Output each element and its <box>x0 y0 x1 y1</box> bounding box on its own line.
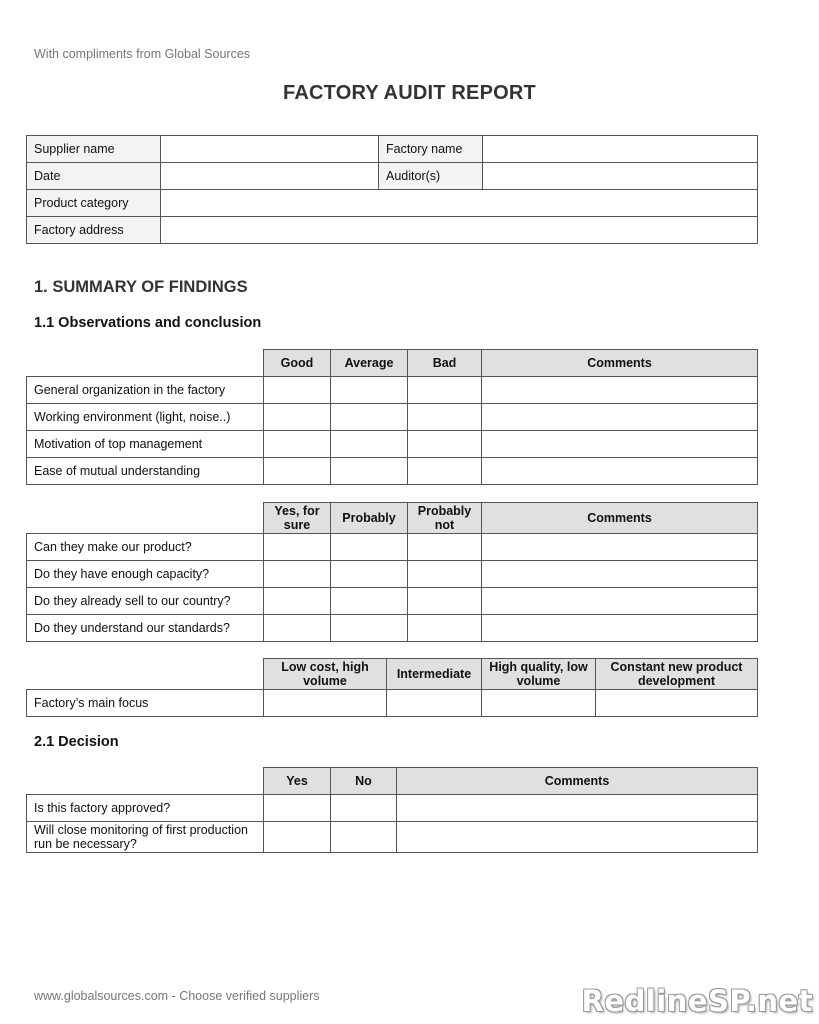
yes-cell[interactable] <box>264 534 331 561</box>
factory-name-field[interactable] <box>483 136 758 163</box>
table-row <box>27 690 758 717</box>
table-row <box>27 458 758 485</box>
col-yes: Yes <box>264 768 331 795</box>
probably-cell[interactable] <box>331 615 408 642</box>
probably-not-cell[interactable] <box>408 615 482 642</box>
low-cost-cell[interactable] <box>264 690 387 717</box>
capability-table <box>26 502 758 642</box>
row-label: Working environment (light, noise..) <box>27 404 264 431</box>
col-comments: Comments <box>397 768 758 795</box>
product-category-field[interactable] <box>161 190 758 217</box>
no-cell[interactable] <box>331 795 397 822</box>
table-row <box>27 615 758 642</box>
col-good: Good <box>264 350 331 377</box>
col-intermediate: Intermediate <box>387 659 482 690</box>
bad-cell[interactable] <box>408 404 482 431</box>
footer-text: www.globalsources.com - Choose verified suppliers <box>34 989 320 1003</box>
focus-table <box>26 658 758 717</box>
auditors-label: Auditor(s) <box>379 163 483 190</box>
decision-header-blank <box>27 768 264 795</box>
yes-cell[interactable] <box>264 615 331 642</box>
average-cell[interactable] <box>331 377 408 404</box>
col-comments: Comments <box>482 503 758 534</box>
row-label: Is this factory approved? <box>27 795 264 822</box>
comments-cell[interactable] <box>482 458 758 485</box>
good-cell[interactable] <box>264 431 331 458</box>
good-cell[interactable] <box>264 404 331 431</box>
comments-cell[interactable] <box>397 822 758 853</box>
table-row <box>27 822 758 853</box>
comments-cell[interactable] <box>482 534 758 561</box>
supplier-info-table <box>26 135 758 244</box>
row-label: Do they understand our standards? <box>27 615 264 642</box>
col-probably-not: Probably not <box>408 503 482 534</box>
supplier-name-label: Supplier name <box>27 136 161 163</box>
factory-name-label: Factory name <box>379 136 483 163</box>
probably-cell[interactable] <box>331 561 408 588</box>
average-cell[interactable] <box>331 431 408 458</box>
watermark-logo: RedlineSP.net <box>581 984 813 1018</box>
probably-cell[interactable] <box>331 534 408 561</box>
report-title: FACTORY AUDIT REPORT <box>283 82 536 104</box>
col-low-cost: Low cost, high volume <box>264 659 387 690</box>
yes-cell[interactable] <box>264 561 331 588</box>
comments-cell[interactable] <box>482 615 758 642</box>
no-cell[interactable] <box>331 822 397 853</box>
row-label: Will close monitoring of first production run be necessary? <box>27 822 264 853</box>
table-row <box>27 377 758 404</box>
new-product-cell[interactable] <box>596 690 758 717</box>
row-label: Factory’s main focus <box>27 690 264 717</box>
supplier-name-field[interactable] <box>161 136 379 163</box>
row-label: Can they make our product? <box>27 534 264 561</box>
row-label: Motivation of top management <box>27 431 264 458</box>
table-row <box>27 404 758 431</box>
bad-cell[interactable] <box>408 377 482 404</box>
table-row <box>27 431 758 458</box>
probably-not-cell[interactable] <box>408 588 482 615</box>
probably-cell[interactable] <box>331 588 408 615</box>
table-row <box>27 534 758 561</box>
yes-cell[interactable] <box>264 822 331 853</box>
row-label: Do they already sell to our country? <box>27 588 264 615</box>
date-label: Date <box>27 163 161 190</box>
row-label: Ease of mutual understanding <box>27 458 264 485</box>
decision-heading: 2.1 Decision <box>34 734 119 750</box>
col-yes-for-sure: Yes, for sure <box>264 503 331 534</box>
row-label: General organization in the factory <box>27 377 264 404</box>
factory-address-label: Factory address <box>27 217 161 244</box>
probably-not-cell[interactable] <box>408 534 482 561</box>
col-comments: Comments <box>482 350 758 377</box>
observations-table <box>26 349 758 485</box>
compliments-text: With compliments from Global Sources <box>34 47 251 61</box>
decision-table <box>26 767 758 853</box>
auditors-field[interactable] <box>483 163 758 190</box>
comments-cell[interactable] <box>482 377 758 404</box>
yes-cell[interactable] <box>264 795 331 822</box>
comments-cell[interactable] <box>482 404 758 431</box>
col-probably: Probably <box>331 503 408 534</box>
yes-cell[interactable] <box>264 588 331 615</box>
average-cell[interactable] <box>331 404 408 431</box>
intermediate-cell[interactable] <box>387 690 482 717</box>
col-average: Average <box>331 350 408 377</box>
average-cell[interactable] <box>331 458 408 485</box>
table-row <box>27 561 758 588</box>
col-no: No <box>331 768 397 795</box>
factory-address-field[interactable] <box>161 217 758 244</box>
product-category-label: Product category <box>27 190 161 217</box>
comments-cell[interactable] <box>482 431 758 458</box>
bad-cell[interactable] <box>408 458 482 485</box>
good-cell[interactable] <box>264 377 331 404</box>
comments-cell[interactable] <box>397 795 758 822</box>
comments-cell[interactable] <box>482 588 758 615</box>
high-quality-cell[interactable] <box>482 690 596 717</box>
good-cell[interactable] <box>264 458 331 485</box>
col-high-quality: High quality, low volume <box>482 659 596 690</box>
bad-cell[interactable] <box>408 431 482 458</box>
row-label: Do they have enough capacity? <box>27 561 264 588</box>
col-bad: Bad <box>408 350 482 377</box>
probably-not-cell[interactable] <box>408 561 482 588</box>
col-new-product: Constant new product development <box>596 659 758 690</box>
capability-header-blank <box>27 503 264 534</box>
summary-heading: 1. SUMMARY OF FINDINGS <box>34 278 248 296</box>
focus-header-blank <box>27 659 264 690</box>
observations-header-blank <box>27 350 264 377</box>
table-row <box>27 795 758 822</box>
observations-subheading: 1.1 Observations and conclusion <box>34 315 262 331</box>
table-row <box>27 588 758 615</box>
date-field[interactable] <box>161 163 379 190</box>
comments-cell[interactable] <box>482 561 758 588</box>
